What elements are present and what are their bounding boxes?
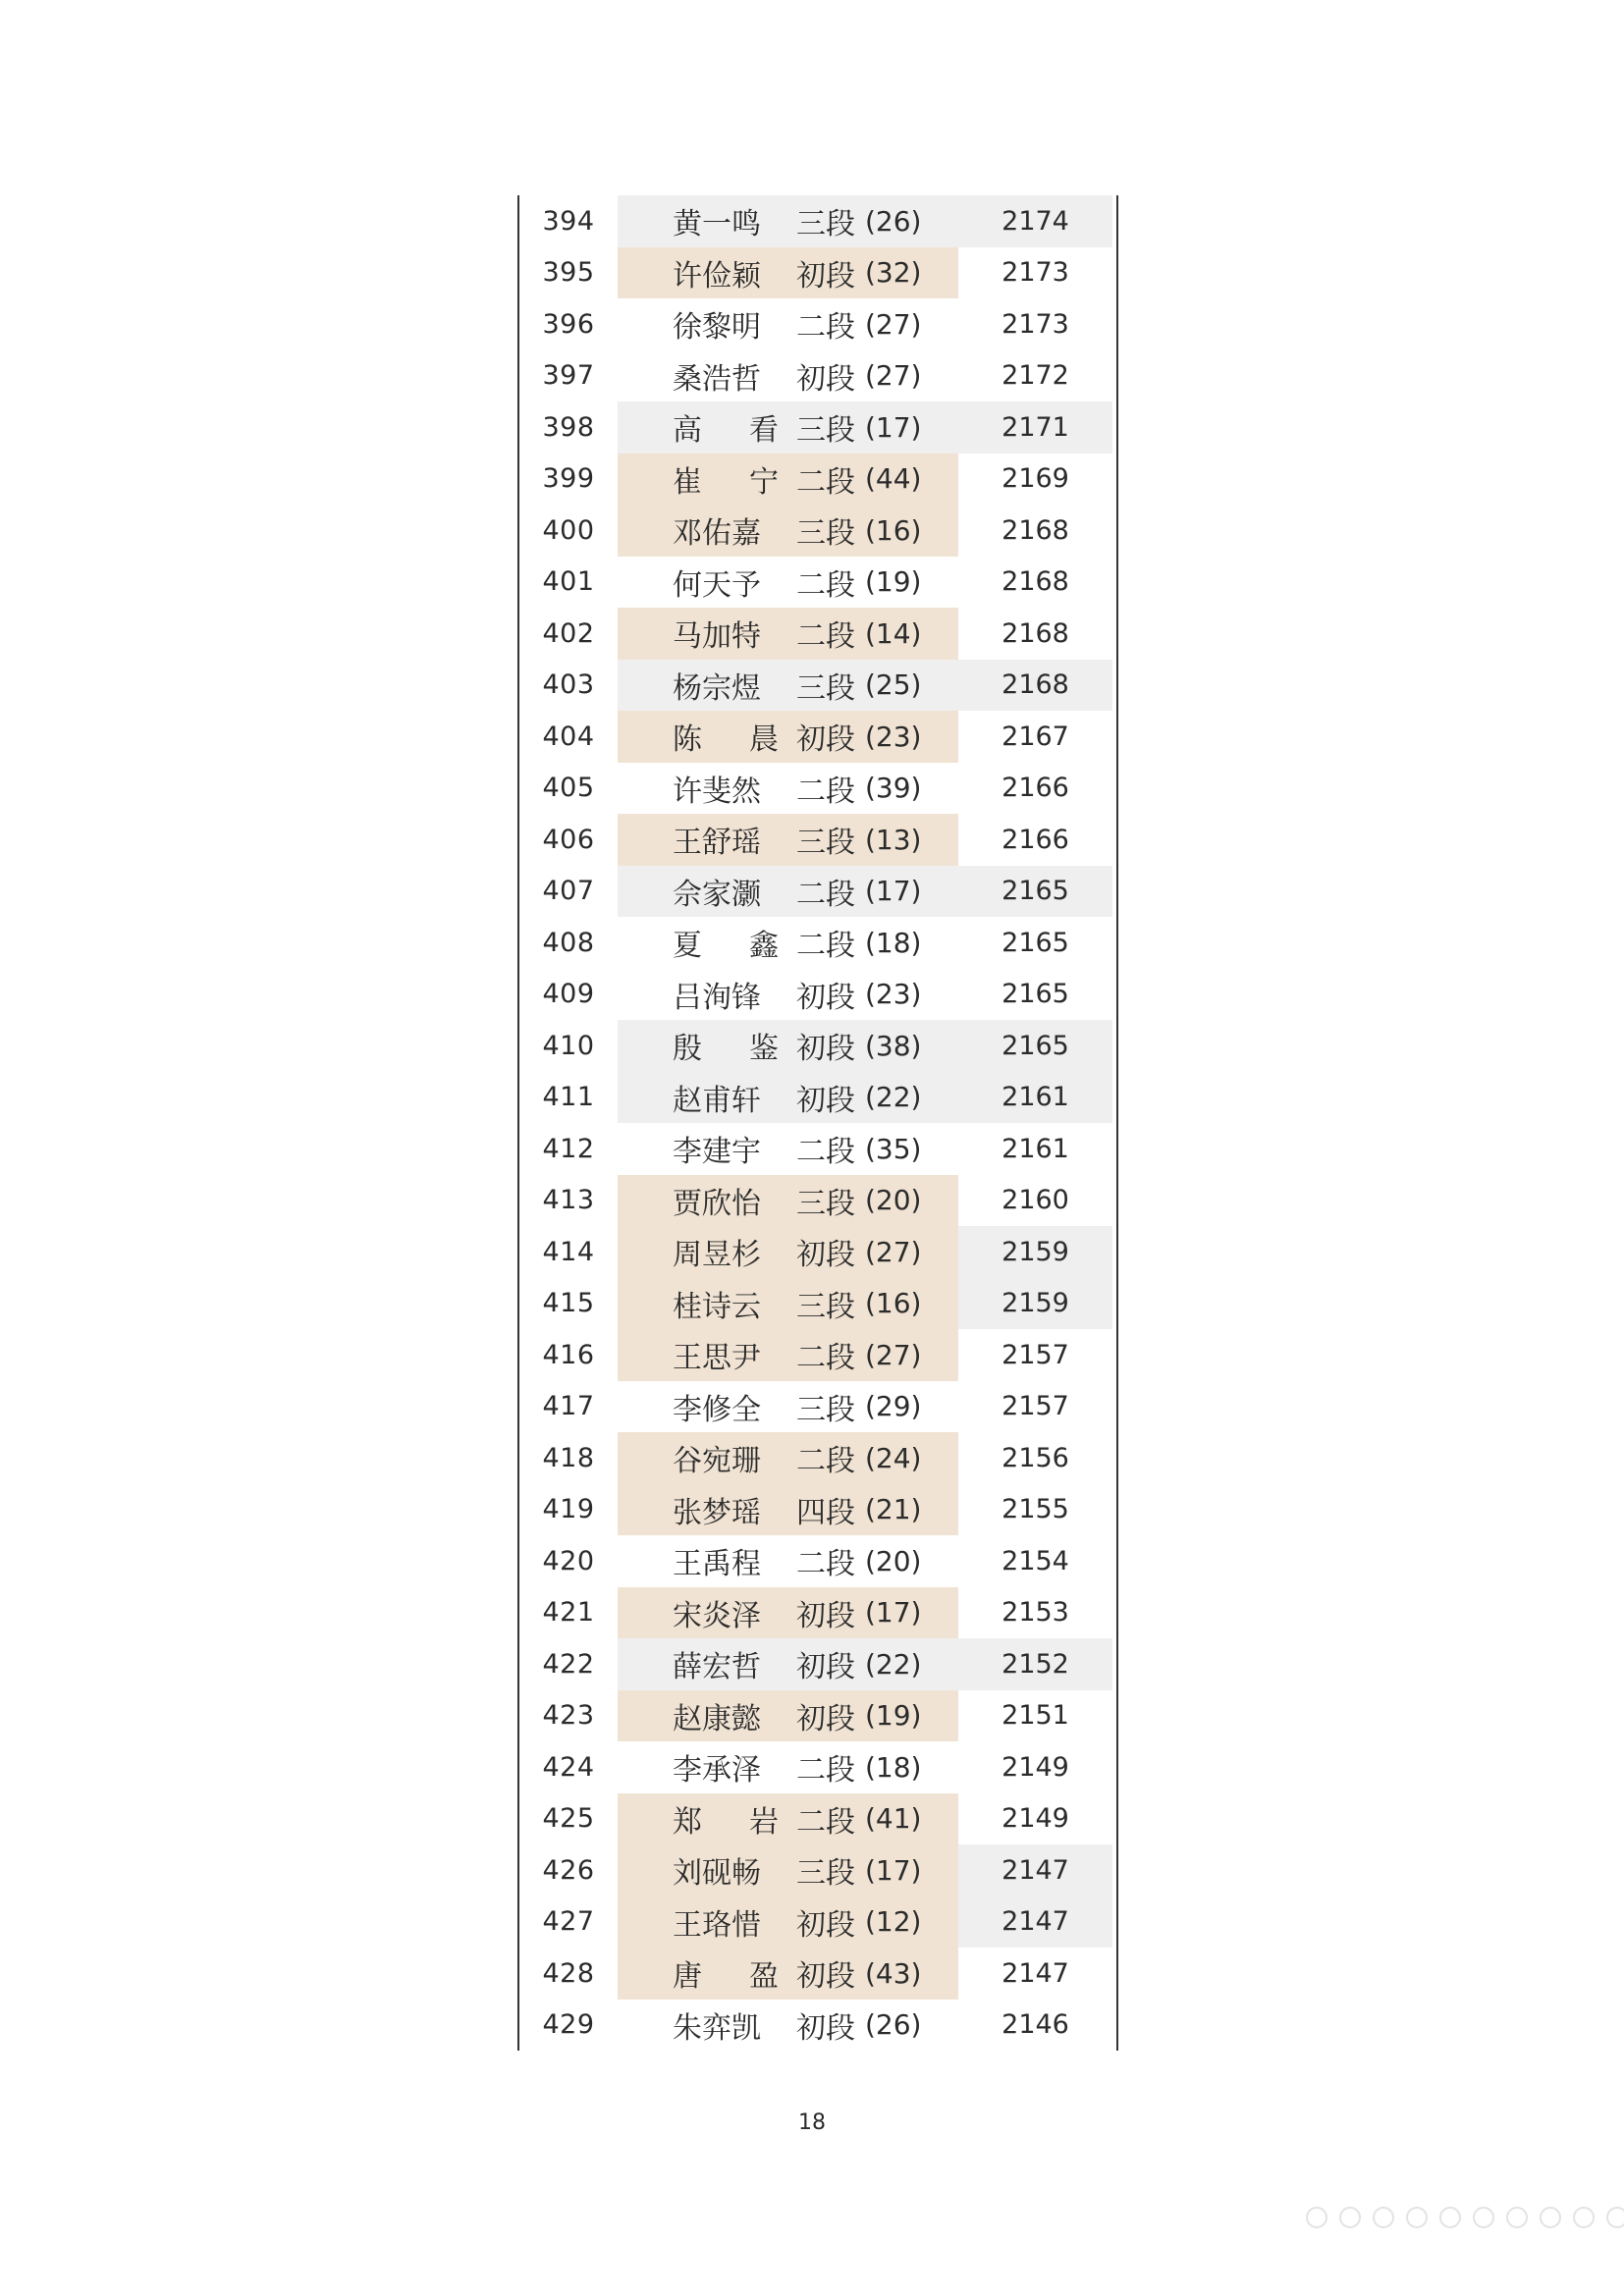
player-name: 高 看	[673, 413, 779, 449]
player-grade: 初段	[796, 1650, 855, 1685]
player-cell	[618, 1226, 958, 1278]
player-cell	[618, 1896, 958, 1949]
table-row	[519, 1587, 1116, 1639]
player-name: 陈 晨	[673, 722, 779, 758]
rating-cell: 2167	[1001, 721, 1069, 752]
player-name: 唐 盈	[673, 1959, 779, 1995]
player-age: (29)	[865, 1390, 922, 1423]
player-name: 赵康懿	[673, 1701, 761, 1736]
player-grade: 初段	[796, 2010, 855, 2046]
table-row	[519, 1072, 1116, 1124]
player-name: 王珞惜	[673, 1907, 761, 1943]
player-age: (21)	[865, 1493, 922, 1526]
table-row	[519, 505, 1116, 557]
scroll-dot	[1373, 2207, 1394, 2228]
player-name: 郑 岩	[673, 1804, 779, 1840]
player-cell	[618, 1948, 958, 2000]
player-name: 李修全	[673, 1392, 761, 1427]
player-age: (41)	[865, 1802, 922, 1836]
player-age: (22)	[865, 1647, 922, 1681]
rank-cell: 416	[542, 1339, 595, 1370]
rank-cell: 398	[542, 411, 595, 443]
table-row	[519, 1020, 1116, 1072]
player-grade: 三段	[796, 1186, 855, 1221]
table-row	[519, 557, 1116, 609]
table-row	[519, 1896, 1116, 1949]
rank-cell: 395	[542, 257, 595, 289]
table-row	[519, 814, 1116, 866]
player-age: (20)	[865, 1544, 922, 1577]
rating-cell: 2149	[1001, 1751, 1069, 1783]
player-name: 王舒瑶	[673, 826, 761, 861]
scroll-dot	[1573, 2207, 1595, 2228]
table-row	[519, 1793, 1116, 1845]
player-cell	[618, 557, 958, 609]
player-age: (23)	[865, 720, 922, 753]
rank-cell: 407	[542, 876, 595, 907]
player-grade: 初段	[796, 1598, 855, 1633]
rating-cell: 2173	[1001, 257, 1069, 289]
player-cell	[618, 711, 958, 763]
table-row	[519, 969, 1116, 1021]
rating-cell: 2154	[1001, 1545, 1069, 1576]
table-row	[519, 1741, 1116, 1793]
player-name: 佘家灏	[673, 877, 761, 912]
player-age: (12)	[865, 1905, 922, 1939]
player-grade: 三段	[796, 670, 855, 706]
player-age: (27)	[865, 1338, 922, 1371]
scroll-dot	[1506, 2207, 1528, 2228]
player-age: (26)	[865, 2008, 922, 2042]
player-age: (27)	[865, 307, 922, 341]
rating-cell: 2152	[958, 1638, 1112, 1690]
rank-cell: 404	[542, 721, 595, 752]
player-cell	[618, 454, 958, 506]
rank-cell: 424	[542, 1751, 595, 1783]
player-name: 夏 鑫	[673, 929, 779, 964]
rating-cell: 2168	[1001, 617, 1069, 649]
scroll-dot	[1540, 2207, 1561, 2228]
player-grade: 二段	[796, 1753, 855, 1789]
player-cell	[618, 608, 958, 660]
player-name: 吕洵锋	[673, 980, 761, 1015]
player-grade: 初段	[796, 1032, 855, 1067]
rating-cell: 2147	[958, 1844, 1112, 1896]
player-cell	[618, 969, 958, 1021]
rank-cell: 409	[542, 979, 595, 1010]
player-age: (38)	[865, 1029, 922, 1062]
player-age: (18)	[865, 926, 922, 959]
scroll-dot	[1406, 2207, 1428, 2228]
player-age: (13)	[865, 823, 922, 856]
rating-cell: 2161	[1001, 1133, 1069, 1164]
player-grade: 二段	[796, 310, 855, 346]
player-grade: 二段	[796, 567, 855, 603]
rank-cell: 399	[542, 463, 595, 495]
rank-cell: 428	[542, 1957, 595, 1989]
player-grade: 初段	[796, 361, 855, 397]
player-age: (32)	[865, 256, 922, 290]
player-cell	[618, 1638, 958, 1690]
player-cell	[618, 298, 958, 350]
player-age: (22)	[865, 1081, 922, 1114]
player-age: (35)	[865, 1132, 922, 1165]
player-cell	[618, 1432, 958, 1484]
player-name: 崔 宁	[673, 464, 779, 500]
player-name: 李承泽	[673, 1753, 761, 1789]
rating-cell: 2161	[958, 1072, 1112, 1124]
player-name: 薛宏哲	[673, 1650, 761, 1685]
player-grade: 四段	[796, 1495, 855, 1530]
player-age: (20)	[865, 1184, 922, 1217]
player-cell	[618, 1793, 958, 1845]
rank-cell: 401	[542, 566, 595, 598]
player-cell	[618, 350, 958, 402]
rank-cell: 425	[542, 1803, 595, 1835]
player-cell	[618, 1072, 958, 1124]
player-grade: 三段	[796, 826, 855, 861]
rating-cell: 2165	[958, 1020, 1112, 1072]
player-age: (16)	[865, 513, 922, 547]
player-age: (17)	[865, 410, 922, 444]
page-number: 18	[798, 2110, 826, 2135]
table-row	[519, 1638, 1116, 1690]
rating-cell: 2165	[958, 866, 1112, 918]
player-name: 周昱杉	[673, 1238, 761, 1273]
table-row	[519, 1690, 1116, 1742]
player-grade: 二段	[796, 877, 855, 912]
player-grade: 二段	[796, 1341, 855, 1376]
rank-cell: 429	[542, 2009, 595, 2041]
rating-cell: 2159	[958, 1278, 1112, 1330]
rank-cell: 411	[542, 1082, 595, 1113]
player-age: (18)	[865, 1750, 922, 1784]
table-row	[519, 1329, 1116, 1381]
rank-cell: 420	[542, 1545, 595, 1576]
table-row	[519, 608, 1116, 660]
player-name: 谷宛珊	[673, 1444, 761, 1479]
player-cell	[618, 1123, 958, 1175]
table-row	[519, 1844, 1116, 1896]
table-row	[519, 866, 1116, 918]
rank-cell: 423	[542, 1700, 595, 1732]
rank-cell: 426	[542, 1854, 595, 1886]
player-grade: 初段	[796, 1238, 855, 1273]
rank-cell: 427	[542, 1906, 595, 1938]
player-grade: 初段	[796, 1907, 855, 1943]
rating-cell: 2174	[958, 195, 1112, 247]
rank-cell: 413	[542, 1185, 595, 1216]
ranking-table	[517, 195, 1118, 2051]
player-cell	[618, 247, 958, 299]
table-row	[519, 1535, 1116, 1587]
player-name: 赵甫轩	[673, 1083, 761, 1118]
player-cell	[618, 1844, 958, 1896]
rank-cell: 405	[542, 773, 595, 804]
table-row	[519, 1226, 1116, 1278]
rank-cell: 418	[542, 1442, 595, 1473]
rank-cell: 397	[542, 360, 595, 392]
player-cell	[618, 1741, 958, 1793]
player-grade: 三段	[796, 516, 855, 552]
rank-cell: 400	[542, 514, 595, 546]
player-grade: 二段	[796, 464, 855, 500]
rating-cell: 2173	[1001, 308, 1069, 340]
player-grade: 二段	[796, 619, 855, 655]
scroll-dot	[1339, 2207, 1361, 2228]
scroll-dot	[1473, 2207, 1494, 2228]
rating-cell: 2171	[958, 401, 1112, 454]
player-grade: 二段	[796, 1135, 855, 1170]
player-grade: 三段	[796, 1289, 855, 1324]
player-cell	[618, 1381, 958, 1433]
rank-cell: 417	[542, 1391, 595, 1422]
player-cell	[618, 1329, 958, 1381]
player-cell	[618, 401, 958, 454]
rank-cell: 422	[542, 1648, 595, 1680]
player-cell	[618, 1690, 958, 1742]
table-row	[519, 350, 1116, 402]
rank-cell: 419	[542, 1494, 595, 1525]
player-cell	[618, 763, 958, 815]
rating-cell: 2166	[1001, 773, 1069, 804]
rank-cell: 414	[542, 1236, 595, 1267]
player-grade: 三段	[796, 1392, 855, 1427]
player-cell	[618, 195, 958, 247]
player-name: 马加特	[673, 619, 761, 655]
player-grade: 二段	[796, 774, 855, 809]
player-cell	[618, 1175, 958, 1227]
player-name: 许斐然	[673, 774, 761, 809]
table-row	[519, 711, 1116, 763]
player-name: 徐黎明	[673, 310, 761, 346]
table-row	[519, 195, 1116, 247]
player-name: 刘砚畅	[673, 1856, 761, 1892]
rank-cell: 412	[542, 1133, 595, 1164]
player-grade: 三段	[796, 207, 855, 242]
rating-cell: 2168	[958, 660, 1112, 712]
player-name: 宋炎泽	[673, 1598, 761, 1633]
rank-cell: 403	[542, 669, 595, 701]
player-name: 黄一鸣	[673, 207, 761, 242]
player-cell	[618, 660, 958, 712]
player-cell	[618, 505, 958, 557]
player-name: 殷 鉴	[673, 1032, 779, 1067]
player-age: (23)	[865, 978, 922, 1011]
table-row	[519, 247, 1116, 299]
player-age: (27)	[865, 1235, 922, 1268]
table-row	[519, 917, 1116, 969]
rating-cell: 2153	[1001, 1597, 1069, 1629]
player-name: 桑浩哲	[673, 361, 761, 397]
rating-cell: 2160	[1001, 1185, 1069, 1216]
scroll-dot	[1606, 2207, 1624, 2228]
player-age: (43)	[865, 1956, 922, 1990]
rating-cell: 2147	[958, 1896, 1112, 1949]
player-name: 邓佑嘉	[673, 516, 761, 552]
rating-cell: 2168	[1001, 566, 1069, 598]
rating-cell: 2166	[1001, 824, 1069, 855]
player-name: 贾欣怡	[673, 1186, 761, 1221]
player-grade: 初段	[796, 980, 855, 1015]
player-cell	[618, 866, 958, 918]
player-grade: 三段	[796, 1856, 855, 1892]
player-grade: 二段	[796, 1444, 855, 1479]
table-row	[519, 401, 1116, 454]
player-grade: 初段	[796, 1701, 855, 1736]
player-age: (44)	[865, 462, 922, 496]
player-cell	[618, 1278, 958, 1330]
rank-cell: 410	[542, 1030, 595, 1061]
table-row	[519, 1278, 1116, 1330]
rating-cell: 2149	[1001, 1803, 1069, 1835]
rating-cell: 2156	[1001, 1442, 1069, 1473]
player-grade: 二段	[796, 929, 855, 964]
rating-cell: 2172	[1001, 360, 1069, 392]
rating-cell: 2157	[1001, 1339, 1069, 1370]
player-cell	[618, 1020, 958, 1072]
player-cell	[618, 917, 958, 969]
table-row	[519, 454, 1116, 506]
rating-cell: 2159	[958, 1226, 1112, 1278]
rating-cell: 2165	[1001, 979, 1069, 1010]
player-name: 许俭颖	[673, 258, 761, 294]
player-name: 王禹程	[673, 1547, 761, 1582]
player-age: (27)	[865, 359, 922, 393]
player-grade: 初段	[796, 1959, 855, 1995]
player-grade: 二段	[796, 1547, 855, 1582]
page-scroll-indicator	[1306, 2207, 1624, 2228]
player-age: (39)	[865, 772, 922, 805]
rank-cell: 421	[542, 1597, 595, 1629]
player-age: (19)	[865, 565, 922, 599]
player-age: (24)	[865, 1441, 922, 1474]
rank-cell: 408	[542, 927, 595, 958]
rating-cell: 2157	[1001, 1391, 1069, 1422]
player-age: (14)	[865, 616, 922, 650]
rating-cell: 2155	[1001, 1494, 1069, 1525]
player-name: 杨宗煜	[673, 670, 761, 706]
player-name: 张梦瑶	[673, 1495, 761, 1530]
player-name: 朱弈凯	[673, 2010, 761, 2046]
table-row	[519, 1432, 1116, 1484]
player-age: (17)	[865, 1853, 922, 1887]
rating-cell: 2151	[1001, 1700, 1069, 1732]
rank-cell: 396	[542, 308, 595, 340]
rating-cell: 2147	[1001, 1957, 1069, 1989]
player-grade: 三段	[796, 413, 855, 449]
table-row	[519, 298, 1116, 350]
player-grade: 初段	[796, 722, 855, 758]
player-age: (19)	[865, 1699, 922, 1733]
rating-cell: 2146	[1001, 2009, 1069, 2041]
player-name: 王思尹	[673, 1341, 761, 1376]
table-row	[519, 1381, 1116, 1433]
table-row	[519, 1123, 1116, 1175]
rating-cell: 2165	[1001, 927, 1069, 958]
rating-cell: 2168	[1001, 514, 1069, 546]
rank-cell: 406	[542, 824, 595, 855]
rank-cell: 402	[542, 617, 595, 649]
table-row	[519, 2000, 1116, 2052]
player-name: 桂诗云	[673, 1289, 761, 1324]
player-cell	[618, 1587, 958, 1639]
table-row	[519, 1175, 1116, 1227]
player-name: 李建宇	[673, 1135, 761, 1170]
player-age: (16)	[865, 1287, 922, 1320]
player-grade: 初段	[796, 1083, 855, 1118]
player-age: (26)	[865, 204, 922, 238]
table-row	[519, 660, 1116, 712]
scroll-dot	[1306, 2207, 1327, 2228]
scroll-dot	[1439, 2207, 1461, 2228]
player-cell	[618, 814, 958, 866]
rank-cell: 415	[542, 1288, 595, 1319]
player-cell	[618, 1484, 958, 1536]
player-name: 何天予	[673, 567, 761, 603]
rating-cell: 2169	[1001, 463, 1069, 495]
table-row	[519, 1484, 1116, 1536]
table-row	[519, 1948, 1116, 2000]
player-grade: 二段	[796, 1804, 855, 1840]
rank-cell: 394	[542, 205, 595, 237]
table-row	[519, 763, 1116, 815]
player-age: (25)	[865, 668, 922, 702]
player-age: (17)	[865, 1596, 922, 1629]
player-grade: 初段	[796, 258, 855, 294]
player-cell	[618, 2000, 958, 2052]
player-cell	[618, 1535, 958, 1587]
player-age: (17)	[865, 875, 922, 908]
